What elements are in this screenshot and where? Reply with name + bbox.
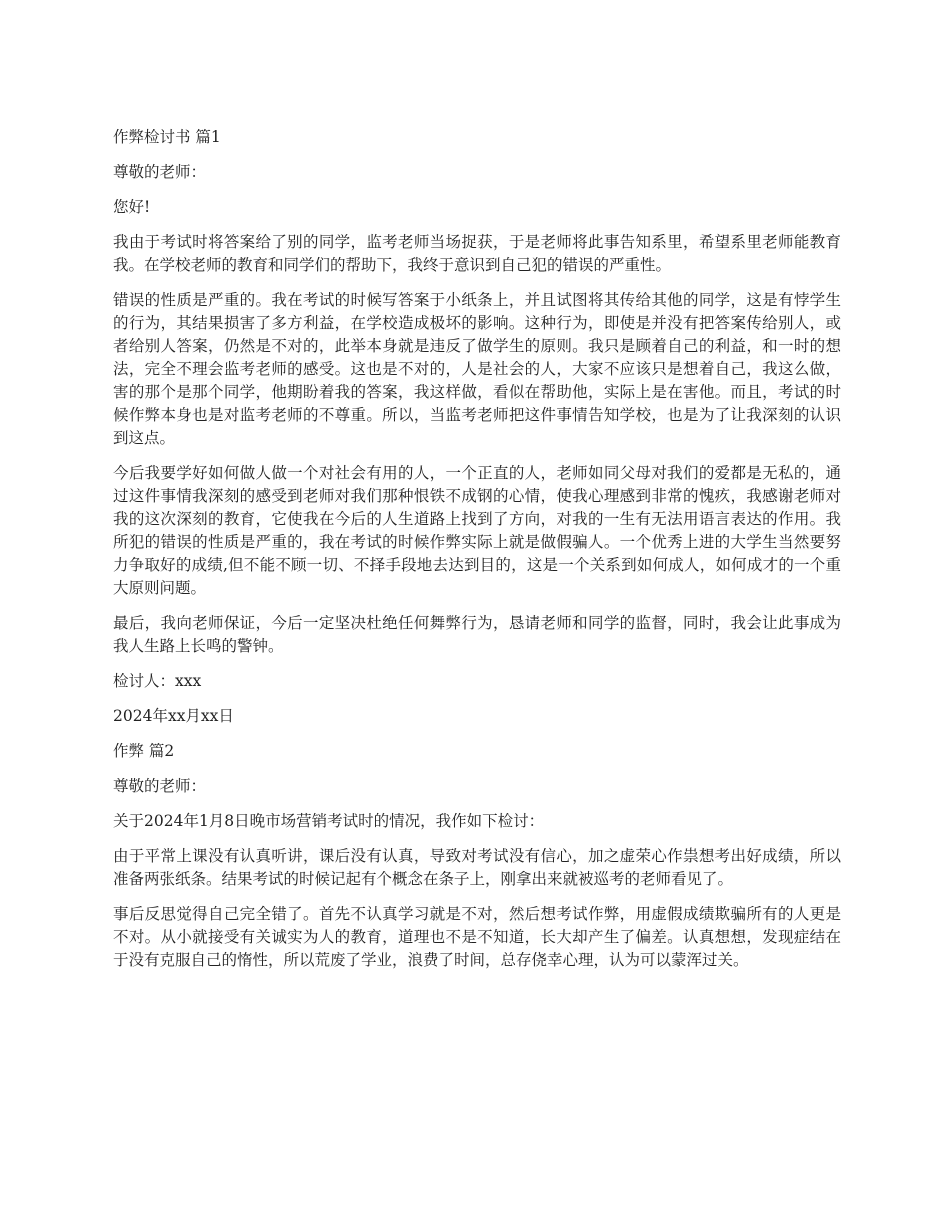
paragraph: 事后反思觉得自己完全错了。首先不认真学习就是不对，然后想考试作弊，用虚假成绩欺骗所有的人更是不对。从小就接受有关诚实为人的教育，道理也不是不知道，长大却产生了偏差。认真想想，发现症结在于没有克服自己的惰性，所以荒废了学业，浪费了时间，总存侥幸心理，认为可以蒙浑过关。 — [113, 905, 841, 969]
section-title-2: 作弊 篇2 — [113, 742, 175, 760]
greeting: 您好! — [113, 198, 151, 216]
paragraph: 最后，我向老师保证，今后一定坚决杜绝任何舞弊行为，恳请老师和同学的监督，同时，我会让此事成为我人生路上长鸣的警钟。 — [113, 614, 841, 655]
document-body — [113, 126, 841, 984]
signature: 检讨人：xxx — [113, 672, 202, 690]
paragraph: 我由于考试时将答案给了别的同学，监考老师当场捉获，于是老师将此事告知系里，希望系里老师能教育我。在学校老师的教育和同学们的帮助下，我终于意识到自己犯的错误的严重性。 — [113, 233, 841, 274]
paragraph: 今后我要学好如何做人做一个对社会有用的人，一个正直的人，老师如同父母对我们的爱都是无私的，通过这件事情我深刻的感受到老师对我们那种恨铁不成钢的心情，使我心理感到非常的愧疚，我感谢老师对我的这次深刻的教育，它使我在今后的人生道路上找到了方向，对我的一生有无法用语言表达的作用。我所犯的错误的性质是严重的，我在考试的时候作弊实际上就是做假骗人。一个优秀上进的大学生当然要努力争取好的成绩,但不能不顾一切、不择手段地去达到目的，这是一个关系到如何成人，如何成才的一个重大原则问题。 — [113, 464, 841, 597]
date: 2024年xx月xx日 — [113, 707, 234, 725]
salutation-2: 尊敬的老师： — [113, 777, 207, 795]
section-title-1: 作弊检讨书 篇1 — [113, 128, 221, 146]
salutation-1: 尊敬的老师： — [113, 163, 207, 181]
paragraph: 由于平常上课没有认真听讲，课后没有认真，导致对考试没有信心，加之虚荣心作祟想考出好成绩，所以准备两张纸条。结果考试的时候记起有个概念在条子上，刚拿出来就被巡考的老师看见了。 — [113, 847, 841, 888]
paragraph: 错误的性质是严重的。我在考试的时候写答案于小纸条上，并且试图将其传给其他的同学，这是有悖学生的行为，其结果损害了多方利益，在学校造成极坏的影响。这种行为，即使是并没有把答案传给别人，或者给别人答案，仍然是不对的，此举本身就是违反了做学生的原则。我只是顾着自己的利益，和一时的想法，完全不理会监考老师的感受。这也是不对的，人是社会的人，大家不应该只是想着自己，我这么做，害的那个是那个同学，他期盼着我的答案，我这样做，看似在帮助他，实际上是在害他。而且，考试的时候作弊本身也是对监考老师的不尊重。所以，当监考老师把这件事情告知学校，也是为了让我深刻的认识到这点。 — [113, 291, 841, 447]
paragraph: 关于2024年1月8日晚市场营销考试时的情况，我作如下检讨： — [113, 812, 545, 830]
